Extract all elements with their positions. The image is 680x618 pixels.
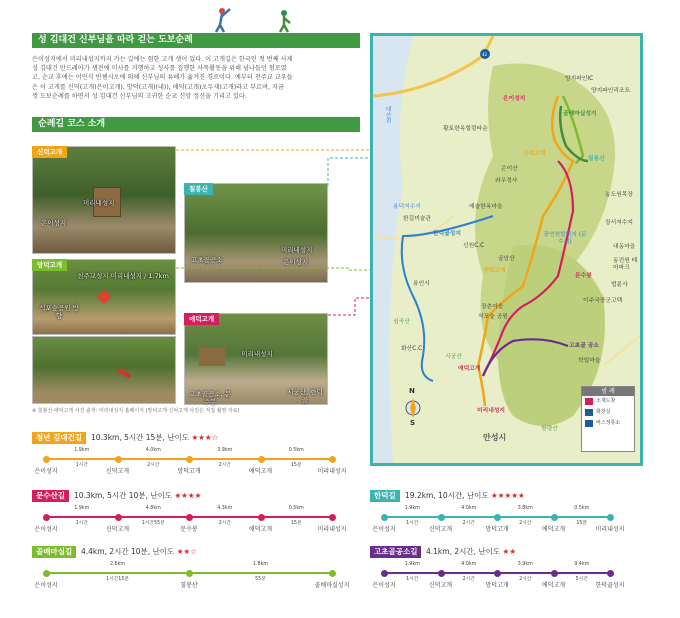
difficulty-stars: ★★☆ (176, 547, 197, 556)
legend-item (582, 396, 634, 407)
route-number: 42 (482, 52, 488, 57)
station-dot (551, 570, 558, 577)
map-label: 은이산 (501, 166, 518, 172)
legend-title: 범 례 (582, 387, 634, 396)
map-label: 양지파인리조트 (591, 88, 631, 94)
shrine-icon (585, 398, 593, 405)
segment-time: 2시간 (519, 521, 532, 526)
station-dot (115, 456, 122, 463)
route-map (370, 33, 643, 466)
route-info (426, 546, 516, 558)
segment-distance: 2.6km (109, 562, 126, 567)
station-label: 미리내성지 (317, 526, 347, 533)
photo-overlay-text: 석포숲공원 방향 (39, 304, 79, 320)
map-label: 대산천 (384, 106, 390, 124)
section-title-course: 순례길 코스 소개 (32, 117, 360, 132)
segment-distance: 0.5km (288, 448, 304, 453)
legend-label: 소재드찾 (596, 398, 616, 404)
map-label-munsu: 문수봉 (575, 273, 592, 279)
station-label: 신덕고개 (428, 526, 453, 533)
photo-overlay-text: 천주교성지 미리내성지 / 1.7km (77, 272, 169, 280)
segment-distance: 0.5km (574, 506, 590, 511)
station-dot (494, 570, 501, 577)
segment-distance: 1.9km (74, 506, 90, 511)
segment-distance: 4.0km (145, 448, 161, 453)
map-label-anseong: 안성시 (483, 433, 507, 442)
station-label: 한덕골성지 (595, 582, 625, 589)
segment-time: 1시간55분 (141, 521, 165, 526)
map-label-chilbong: 칠봉산 (588, 156, 605, 162)
station-dot (438, 514, 445, 521)
segment-time: 15분 (290, 521, 302, 526)
route-distance-time: 10.3km, 5시간 10분, 난이도 (74, 491, 173, 500)
map-label: 법륜사 (611, 282, 628, 288)
station-label: 은이성지 (34, 468, 58, 475)
segment-time: 15분 (576, 521, 588, 526)
segment-distance: 1.9km (404, 506, 420, 511)
station-dot (551, 514, 558, 521)
segment-distance: 4.3km (217, 506, 233, 511)
route-info (91, 432, 218, 444)
station-dot (381, 570, 388, 577)
segment-distance: 9.4km (574, 562, 590, 567)
route-name: 문수산길 (32, 490, 69, 502)
map-label: 이주국장군고택 (583, 298, 623, 304)
segment-time: 2시간 (218, 521, 231, 526)
segment-time: 2시간 (519, 577, 532, 582)
route-name: 한덕길 (370, 490, 400, 502)
difficulty-stars: ★★★★ (174, 491, 202, 500)
segment-distance: 4.0km (461, 562, 477, 567)
station-label: 문수봉 (180, 526, 198, 533)
legend-label: 버스정류소 (596, 420, 621, 426)
route-distance-time: 4.1km, 2시간, 난이도 (426, 547, 501, 556)
station-dot (43, 570, 50, 577)
station-dot (494, 514, 501, 521)
photo-overlay-text: 시궁산, 한덕골 (287, 388, 323, 404)
map-legend (581, 386, 635, 452)
photo-overlay-text: 미리내성지 (241, 350, 273, 358)
station-label: 망덕고개 (485, 582, 509, 589)
map-label: 용덕저수지 (393, 204, 421, 210)
station-label: 망덕고개 (177, 468, 201, 475)
legend-item (582, 407, 634, 418)
intro-line: 은이성지에서 미리내성지까지 가는 길에는 험한 고개 셋이 있다. 이 고개길은 한국인 첫 번째 사제 (32, 56, 293, 63)
map-label-golbae: 골배마실성지 (563, 111, 597, 117)
station-label: 미리내성지 (595, 526, 625, 533)
segment-time: 1시간15분 (105, 577, 130, 582)
map-label: 골암산 (498, 256, 515, 262)
segment-time: 1시간 (75, 463, 88, 468)
compass-n: N (409, 387, 415, 395)
station-dot (438, 570, 445, 577)
route-info (74, 490, 201, 502)
photo-overlay-text: 은이성지 (41, 219, 67, 227)
map-label: 심곡산 (393, 319, 410, 325)
photo-label-aeduk: 애덕고개 (184, 313, 219, 325)
map-label: 내동마을 (613, 244, 636, 250)
map-label: 황토한옥힐링타운 (443, 126, 488, 132)
segment-distance: 4.0km (461, 506, 477, 511)
station-label: 애덕고개 (541, 582, 566, 589)
legend-item (582, 418, 634, 429)
segment-time: 15분 (290, 463, 302, 468)
segment-distance: 1.9km (404, 562, 420, 567)
segment-distance: 3.9km (517, 562, 533, 567)
segment-distance: 1.9km (74, 448, 90, 453)
map-label: 예술한옥마을 (469, 204, 503, 210)
segment-time: 55분 (255, 577, 266, 582)
map-label: 용인시 (413, 281, 430, 287)
restroom-icon (585, 409, 593, 416)
intro-line: 은 이 고개를 신덕(고개)은이고개), 망덕(고개)(내)), 애덕(고개)오두재)고개)라고 부르며, 지금 (32, 83, 284, 91)
station-label: 골배마실성지 (314, 582, 350, 589)
segment-distance: 4.8km (145, 506, 161, 511)
segment-time: 5시간 (575, 577, 588, 582)
photo-label-mangduk: 망덕고개 (32, 259, 67, 271)
station-label: 미리내성지 (317, 468, 347, 475)
route-info (81, 546, 197, 558)
bus-stop-icon (585, 420, 593, 427)
map-label-mangduk: 망덕고개 (483, 268, 506, 274)
station-dot (186, 514, 193, 521)
route-distance-time: 4.4km, 2시간 10분, 난이도 (81, 547, 175, 556)
route-distance-time: 19.2km, 10시간, 난이도 (405, 491, 489, 500)
station-label: 애덕고개 (248, 526, 273, 533)
map-label: 석포숲 공원 (478, 314, 508, 320)
map-label-mirinae: 미리내성지 (477, 408, 505, 414)
route-name: 청년 김대건길 (32, 432, 86, 444)
segment-distance: 0.5km (288, 506, 304, 511)
route-name: 골배마실길 (32, 546, 76, 558)
route-info (405, 490, 525, 502)
photo-overlay-text: 미리내성지 (83, 199, 115, 207)
map-label: 와우정사 (495, 178, 518, 184)
map-label: 한길미술관 (403, 216, 431, 222)
map-label: 시궁산 (445, 354, 462, 360)
section-title-pilgrimage: 성 김대건 신부님을 따라 걷는 도보순례 (32, 33, 360, 48)
station-label: 은이성지 (34, 582, 58, 589)
map-label-gocho: 고초골 공소 (569, 343, 600, 349)
station-label: 신덕고개 (105, 468, 130, 475)
photo-overlay-text: 미리내성지 (281, 246, 313, 254)
station-dot (43, 514, 50, 521)
compass-s: S (410, 419, 416, 427)
photo-caption: ※ 칠봉산·애덕고개 사진 출처: 미리내성지 홈페이지 (망덕고개·신덕고개 사진은 직접 촬영 자료) (32, 408, 240, 414)
station-label: 칠봉산 (180, 582, 198, 589)
segment-time: 2시간 (147, 463, 160, 468)
difficulty-stars: ★★★★★ (491, 491, 525, 500)
station-dot (115, 514, 122, 521)
difficulty-stars: ★★ (502, 547, 516, 556)
station-label: 신덕고개 (428, 582, 453, 589)
station-dot (329, 514, 336, 521)
map-label-handuk: 한덕골성지 (433, 231, 461, 237)
map-label-aeduk: 애덕고개 (458, 366, 481, 372)
map-label: 양지파인IC (565, 76, 594, 82)
intro-line: 성 김대건 안드레아가 생전에 미사를 거행하고 성사를 집행한 사목활동을 위해 넘나들던 험로였 (32, 65, 287, 73)
station-dot (607, 514, 614, 521)
station-dot (258, 514, 265, 521)
segment-time: 2시간 (462, 577, 475, 582)
photo-overlay-text: 고초골공소 (191, 256, 223, 264)
station-dot (381, 514, 388, 521)
intro-line: 껏 도보순례를 하면서 성 김대건 신부님의 고귀한 순교 신앙 정신을 기리고 있다. (32, 92, 247, 100)
station-label: 애덕고개 (248, 468, 273, 475)
map-label: 장서저수지 (605, 220, 633, 226)
segment-time: 1시간 (75, 521, 88, 526)
segment-time: 2시간 (218, 463, 231, 468)
map-label: 농도원목장 (605, 192, 633, 198)
segment-time: 2시간 (462, 521, 475, 526)
station-dot (607, 570, 614, 577)
map-label: 학일마을 (578, 358, 601, 364)
route-name: 고초골공소길 (370, 546, 421, 558)
route-distance-time: 10.3km, 5시간 15분, 난이도 (91, 433, 190, 442)
station-dot (258, 456, 265, 463)
photo-overlay-text: 고초골공소, 문수봉 (189, 390, 231, 406)
segment-distance: 3.9km (217, 448, 233, 453)
photo-label-sinduk: 신덕고개 (32, 146, 67, 158)
station-label: 망덕고개 (485, 526, 509, 533)
station-dot (329, 570, 336, 577)
map-label: 장촌마을 (481, 304, 504, 310)
intro-line: 고, 순교 후에는 이민식 빈첸시오에 의해 신부님의 유해가 옮겨진 경로이다. 예부터 천주교 교우들 (32, 74, 293, 82)
station-label: 은이성지 (372, 526, 396, 533)
segment-time: 1시간 (406, 521, 419, 526)
station-dot (186, 570, 193, 577)
difficulty-stars: ★★★☆ (191, 433, 219, 442)
legend-label: 화장실 (596, 409, 611, 415)
map-label: 쌍령산 (541, 426, 558, 432)
map-label-sinduk: 신덕고개 (523, 151, 546, 157)
station-dot (43, 456, 50, 463)
station-label: 신덕고개 (105, 526, 130, 533)
station-label: 애덕고개 (541, 526, 566, 533)
station-label: 은이성지 (34, 526, 58, 533)
segment-time: 1시간 (406, 577, 419, 582)
map-label: 동진원 테마파크 (613, 258, 638, 271)
station-label: 은이성지 (372, 582, 396, 589)
station-dot (186, 456, 193, 463)
map-label-euni: 은이성지 (503, 96, 526, 102)
map-label: 광연천발원지 (문수샘) (543, 232, 587, 245)
segment-distance: 3.8km (517, 506, 533, 511)
segment-distance: 1.8km (252, 562, 269, 567)
photo-label-chilbong: 칠봉산 (184, 183, 213, 195)
map-label: 신원C.C (463, 243, 485, 249)
map-label: 화산C.C (401, 346, 423, 352)
station-dot (329, 456, 336, 463)
photo-overlay-text: 은이성지 (283, 258, 309, 266)
